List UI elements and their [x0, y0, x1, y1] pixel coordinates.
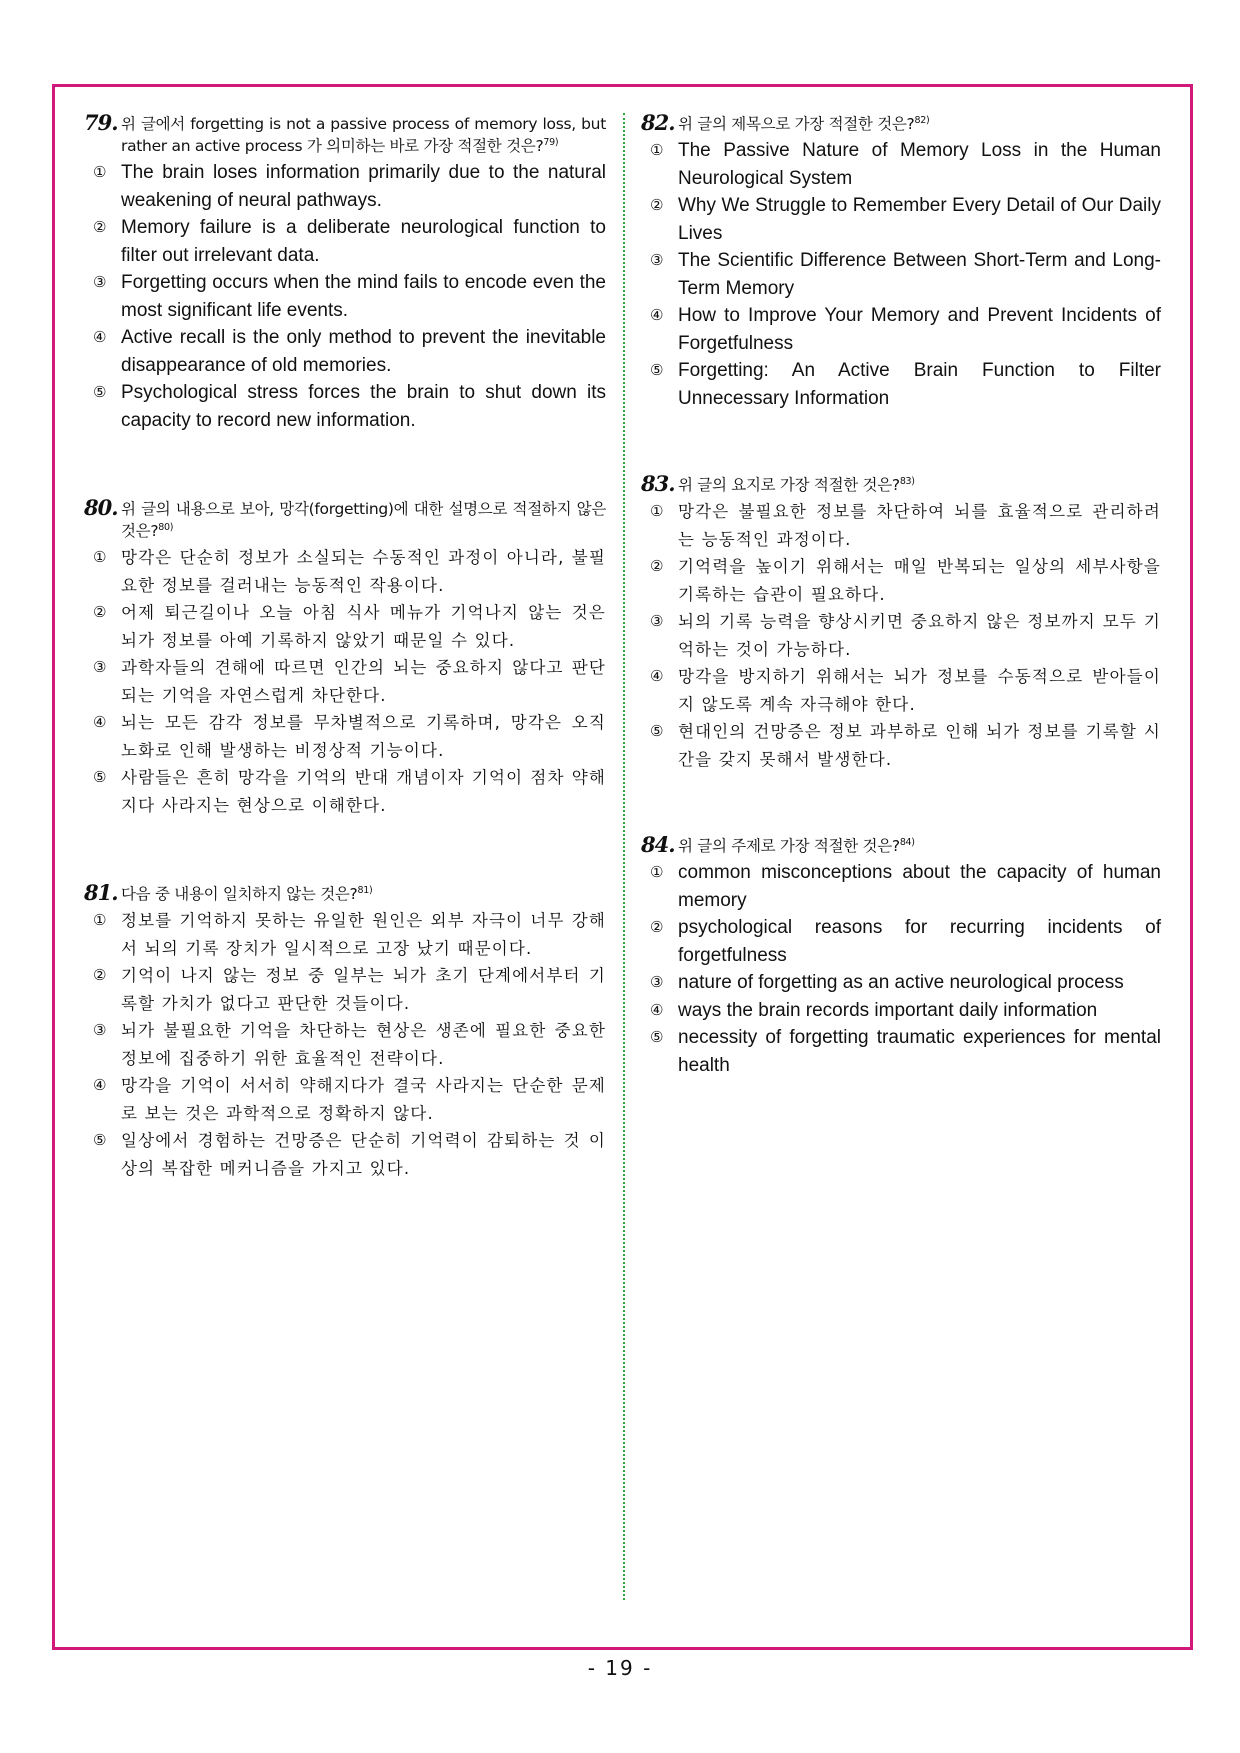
question-prompt: 다음 중 내용이 일치하지 않는 것은? — [121, 885, 358, 903]
option-text: 망각을 방지하기 위해서는 뇌가 정보를 수동적으로 받아들이지 않도록 계속 자극해야 한다. — [678, 667, 1161, 714]
option-marker: ⑤ — [650, 722, 665, 740]
left-column — [84, 110, 606, 1182]
option-marker: ② — [650, 196, 664, 214]
option-2[interactable] — [641, 914, 1161, 969]
option-5[interactable] — [641, 1024, 1161, 1079]
option-5[interactable] — [84, 379, 606, 434]
option-text: The Passive Nature of Memory Loss in the Human Neurological System — [678, 140, 1161, 189]
option-text: 망각은 단순히 정보가 소실되는 수동적인 과정이 아니라, 불필요한 정보를 걸러내는 능동적인 작용이다. — [121, 548, 606, 595]
option-marker: ③ — [650, 251, 664, 269]
option-marker: ④ — [93, 328, 107, 346]
question-header — [641, 110, 1161, 135]
option-marker: ④ — [650, 1000, 664, 1019]
option-list — [641, 137, 1161, 412]
option-3[interactable] — [641, 969, 1161, 997]
option-list — [84, 907, 606, 1182]
option-marker: ① — [650, 502, 665, 520]
option-text: 기억이 나지 않는 정보 중 일부는 뇌가 초기 단계에서부터 기록할 가치가 없다고 판단한 것들이다. — [121, 966, 606, 1013]
option-4[interactable] — [641, 997, 1161, 1025]
question-header — [84, 880, 606, 905]
question-prompt: 위 글의 내용으로 보아, 망각(forgetting)에 대한 설명으로 적절하지 않은 것은? — [121, 500, 606, 540]
option-text: 일상에서 경험하는 건망증은 단순히 기억력이 감퇴하는 것 이상의 복잡한 메커니즘을 가지고 있다. — [121, 1131, 606, 1178]
option-1[interactable] — [84, 159, 606, 214]
option-marker: ④ — [93, 1076, 108, 1094]
option-5[interactable] — [641, 357, 1161, 412]
option-4[interactable] — [641, 302, 1161, 357]
option-list — [641, 498, 1161, 773]
option-4[interactable] — [84, 1072, 606, 1127]
option-text: 기억력을 높이기 위해서는 매일 반복되는 일상의 세부사항을 기록하는 습관이 필요하다. — [678, 557, 1161, 604]
option-4[interactable] — [84, 324, 606, 379]
right-column — [641, 110, 1161, 1079]
option-marker: ④ — [650, 667, 665, 685]
question-number: 82. — [641, 110, 675, 135]
option-2[interactable] — [641, 192, 1161, 247]
option-text: common misconceptions about the capacity of human memory — [678, 862, 1161, 911]
option-marker: ④ — [93, 713, 108, 731]
option-text: 망각은 불필요한 정보를 차단하여 뇌를 효율적으로 관리하려는 능동적인 과정이다. — [678, 502, 1161, 549]
option-marker: ③ — [93, 1021, 108, 1039]
option-text: 뇌가 불필요한 기억을 차단하는 현상은 생존에 필요한 중요한 정보에 집중하기 위한 효율적인 전략이다. — [121, 1021, 606, 1068]
option-marker: ② — [650, 918, 664, 936]
question-83 — [641, 471, 1161, 773]
option-text: How to Improve Your Memory and Prevent Incidents of Forgetfulness — [678, 305, 1161, 354]
question-84 — [641, 832, 1161, 1079]
option-marker: ① — [93, 548, 108, 566]
option-marker: ⑤ — [93, 383, 107, 401]
option-marker: ③ — [93, 273, 107, 291]
option-marker: ① — [93, 163, 107, 181]
question-prompt: 위 글의 요지로 가장 적절한 것은? — [678, 476, 900, 494]
option-list — [84, 159, 606, 434]
option-marker: ① — [650, 863, 664, 881]
footnote-ref: 82) — [914, 114, 930, 126]
option-text: nature of forgetting as an active neurological process — [678, 972, 1124, 993]
option-text: Psychological stress forces the brain to shut down its capacity to record new information. — [121, 382, 606, 431]
footnote-ref: 84) — [899, 836, 915, 848]
option-marker: ③ — [650, 973, 664, 991]
option-2[interactable] — [84, 214, 606, 269]
option-marker: ① — [650, 141, 664, 159]
option-marker: ② — [93, 966, 108, 984]
option-text: 정보를 기억하지 못하는 유일한 원인은 외부 자극이 너무 강해서 뇌의 기록 장치가 일시적으로 고장 났기 때문이다. — [121, 911, 606, 958]
question-79 — [84, 110, 606, 434]
question-prompt: 위 글에서 forgetting is not a passive process of memory loss, but rather an active process 가 의미하는 바로 가장 적절한 것은? — [121, 115, 606, 155]
option-3[interactable] — [641, 608, 1161, 663]
option-text: necessity of forgetting traumatic experiences for mental health — [678, 1027, 1161, 1076]
option-1[interactable] — [641, 137, 1161, 192]
option-list — [641, 859, 1161, 1079]
option-3[interactable] — [641, 247, 1161, 302]
option-5[interactable] — [84, 1127, 606, 1182]
option-3[interactable] — [84, 654, 606, 709]
question-number: 81. — [84, 880, 118, 905]
option-1[interactable] — [84, 907, 606, 962]
option-marker: ② — [650, 557, 665, 575]
question-82 — [641, 110, 1161, 412]
option-text: 뇌는 모든 감각 정보를 무차별적으로 기록하며, 망각은 오직 노화로 인해 발생하는 비정상적 기능이다. — [121, 713, 606, 760]
question-prompt: 위 글의 제목으로 가장 적절한 것은? — [678, 115, 915, 133]
option-marker: ④ — [650, 306, 664, 324]
question-header — [84, 495, 606, 542]
option-1[interactable] — [84, 544, 606, 599]
option-3[interactable] — [84, 1017, 606, 1072]
question-header — [641, 832, 1161, 857]
option-text: Active recall is the only method to prevent the inevitable disappearance of old memories. — [121, 327, 606, 376]
question-number: 80. — [84, 495, 118, 520]
option-4[interactable] — [641, 663, 1161, 718]
option-text: The brain loses information primarily due to the natural weakening of neural pathways. — [121, 162, 606, 211]
option-2[interactable] — [84, 599, 606, 654]
option-4[interactable] — [84, 709, 606, 764]
option-text: Memory failure is a deliberate neurological function to filter out irrelevant data. — [121, 217, 606, 266]
question-header — [84, 110, 606, 157]
option-marker: ③ — [650, 612, 665, 630]
option-5[interactable] — [641, 718, 1161, 773]
option-text: 현대인의 건망증은 정보 과부하로 인해 뇌가 정보를 기록할 시간을 갖지 못해서 발생한다. — [678, 722, 1161, 769]
option-list — [84, 544, 606, 819]
question-81 — [84, 880, 606, 1182]
option-marker: ⑤ — [93, 1131, 108, 1149]
page-number: - 19 - — [587, 1656, 653, 1680]
question-header — [641, 471, 1161, 496]
option-text: The Scientific Difference Between Short-Term and Long-Term Memory — [678, 250, 1161, 299]
option-marker: ① — [93, 911, 108, 929]
footnote-ref: 80) — [158, 521, 174, 533]
option-text: ways the brain records important daily information — [678, 999, 1098, 1021]
option-text: 뇌의 기록 능력을 향상시키면 중요하지 않은 정보까지 모두 기억하는 것이 가능하다. — [678, 612, 1161, 659]
option-text: Forgetting occurs when the mind fails to encode even the most significant life events. — [121, 272, 606, 321]
option-marker: ② — [93, 218, 107, 236]
footnote-ref: 83) — [899, 475, 915, 487]
option-text: Why We Struggle to Remember Every Detail of Our Daily Lives — [678, 195, 1161, 244]
question-number: 84. — [641, 832, 675, 857]
question-number: 83. — [641, 471, 675, 496]
footnote-ref: 79) — [543, 136, 559, 148]
option-marker: ⑤ — [93, 768, 108, 786]
option-text: 과학자들의 견해에 따르면 인간의 뇌는 중요하지 않다고 판단되는 기억을 자연스럽게 차단한다. — [121, 658, 606, 705]
option-3[interactable] — [84, 269, 606, 324]
option-text: 망각을 기억이 서서히 약해지다가 결국 사라지는 단순한 문제로 보는 것은 과학적으로 정확하지 않다. — [121, 1076, 606, 1123]
footnote-ref: 81) — [357, 884, 373, 896]
option-2[interactable] — [84, 962, 606, 1017]
option-2[interactable] — [641, 553, 1161, 608]
option-text: psychological reasons for recurring incidents of forgetfulness — [678, 917, 1161, 966]
question-number: 79. — [84, 110, 118, 135]
option-5[interactable] — [84, 764, 606, 819]
option-text: 어제 퇴근길이나 오늘 아침 식사 메뉴가 기억나지 않는 것은 뇌가 정보를 아예 기록하지 않았기 때문일 수 있다. — [121, 603, 606, 650]
option-marker: ⑤ — [650, 361, 664, 379]
option-text: 사람들은 흔히 망각을 기억의 반대 개념이자 기억이 점차 약해지다 사라지는 현상으로 이해한다. — [121, 768, 606, 815]
column-divider — [623, 113, 625, 1600]
option-text: Forgetting: An Active Brain Function to Filter Unnecessary Information — [678, 360, 1161, 409]
option-1[interactable] — [641, 859, 1161, 914]
option-marker: ⑤ — [650, 1028, 664, 1046]
option-marker: ② — [93, 603, 108, 621]
question-prompt: 위 글의 주제로 가장 적절한 것은? — [678, 837, 900, 855]
option-marker: ③ — [93, 658, 108, 676]
option-1[interactable] — [641, 498, 1161, 553]
question-80 — [84, 495, 606, 819]
